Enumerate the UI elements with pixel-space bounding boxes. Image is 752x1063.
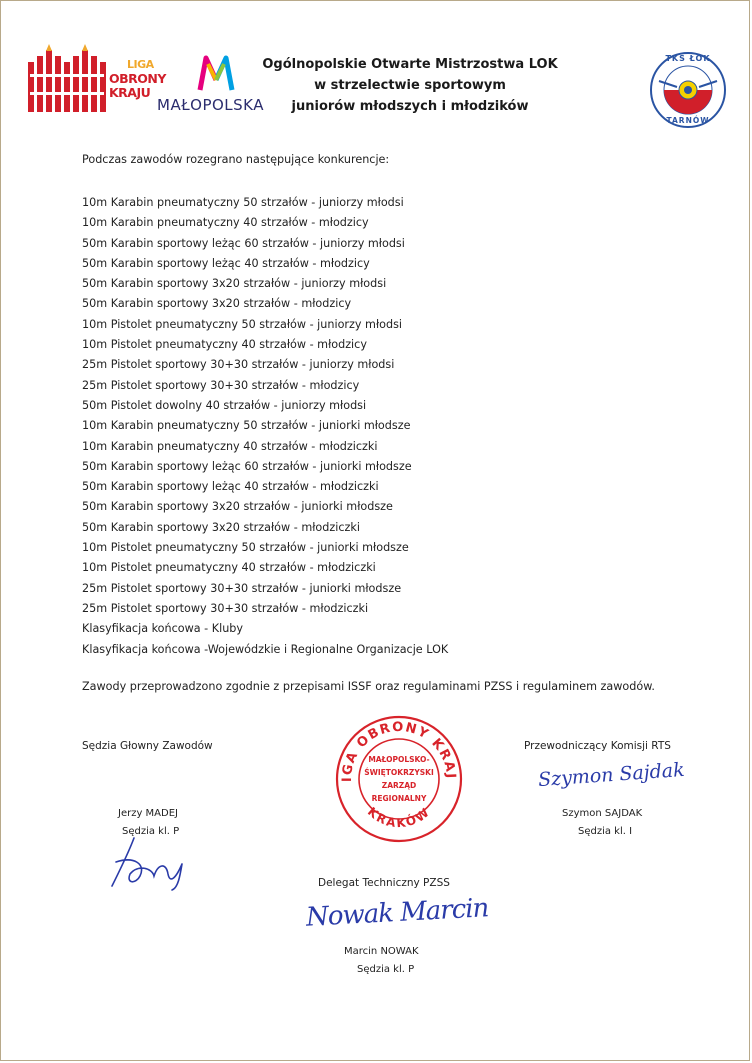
- document-title: [250, 54, 570, 117]
- delegate-role: Delegat Techniczny PZSS: [318, 877, 450, 889]
- list-item: 10m Pistolet pneumatyczny 40 strzałów - młodziczki: [82, 561, 376, 575]
- delegate-rank: Sędzia kl. P: [357, 964, 415, 975]
- list-item: 50m Karabin sportowy 3x20 strzałów - juniorzy młodsi: [82, 277, 387, 291]
- list-item: 50m Karabin sportowy leżąc 60 strzałów - juniorki młodsze: [82, 459, 412, 473]
- tks-lok-tarnow-emblem: [649, 51, 727, 129]
- chief-judge-role: Sędzia Głowny Zawodów: [82, 740, 213, 752]
- list-item: 10m Pistolet pneumatyczny 40 strzałów - młodzicy: [82, 338, 367, 352]
- lok-logo-line-2: OBRONY: [109, 71, 166, 86]
- liga-obrony-kraju-logo: [26, 44, 108, 116]
- svg-text:KRAKÓW: [365, 804, 433, 830]
- list-item: 10m Karabin pneumatyczny 50 strzałów - juniorzy młodsi: [82, 196, 404, 209]
- stamp-inner-line-1: MAŁOPOLSKO-: [368, 755, 430, 764]
- stamp-outer-text: IGA OBRONY KRAJ: [339, 719, 459, 783]
- list-item: 10m Pistolet pneumatyczny 50 strzałów - juniorzy młodsi: [82, 317, 403, 331]
- lok-logo-text: [109, 58, 166, 100]
- malopolska-m-icon: [196, 54, 240, 94]
- rts-chair-role: Przewodniczący Komisji RTS: [524, 740, 671, 752]
- delegate-name: Marcin NOWAK: [344, 946, 419, 957]
- official-stamp: [335, 715, 463, 843]
- stamp-inner-line-4: REGIONALNY: [371, 794, 427, 803]
- list-item: Klasyfikacja końcowa - Kluby: [82, 622, 244, 636]
- title-line-2: w strzelectwie sportowym: [314, 78, 506, 93]
- lok-emblem-icon: [26, 44, 108, 116]
- rts-chair-name: Szymon SAJDAK: [562, 808, 643, 819]
- list-item: 50m Karabin sportowy leżąc 40 strzałów - młodzicy: [82, 256, 370, 270]
- list-item: 10m Pistolet pneumatyczny 50 strzałów - juniorki młodsze: [82, 541, 409, 555]
- tks-top-text: TKS ŁOK: [665, 54, 711, 63]
- title-line-1: Ogólnopolskie Otwarte Mistrzostwa LOK: [262, 57, 558, 72]
- list-item: 10m Karabin pneumatyczny 40 strzałów - młodziczki: [82, 439, 378, 453]
- stamp-inner-line-3: ZARZĄD: [381, 781, 417, 790]
- malopolska-logo-text: MAŁOPOLSKA: [157, 96, 265, 114]
- intro-text: Podczas zawodów rozegrano następujące konkurencje:: [82, 153, 390, 166]
- list-item: 50m Karabin sportowy 3x20 strzałów - młodziczki: [82, 520, 360, 534]
- list-item: 25m Pistolet sportowy 30+30 strzałów - juniorzy młodsi: [82, 358, 395, 372]
- competition-list: [82, 193, 448, 660]
- signature-madej-icon: [104, 834, 194, 892]
- regulations-note: Zawody przeprowadzono zgodnie z przepisami ISSF oraz regulaminami PZSS i regulaminem zawodów.: [82, 680, 655, 693]
- list-item: 50m Karabin sportowy 3x20 strzałów - juniorki młodsze: [82, 500, 393, 514]
- stamp-bottom-text: KRAKÓW: [364, 804, 434, 831]
- list-item: 50m Pistolet dowolny 40 strzałów - juniorzy młodsi: [82, 398, 367, 412]
- lok-logo-line-3: KRAJU: [109, 85, 151, 100]
- list-item: Klasyfikacja końcowa -Wojewódzkie i Regionalne Organizacje LOK: [82, 642, 449, 656]
- list-item: 50m Karabin sportowy 3x20 strzałów - młodzicy: [82, 297, 352, 311]
- rts-chair-rank: Sędzia kl. I: [578, 826, 633, 837]
- tks-bottom-text: TARNÓW: [666, 116, 710, 125]
- list-item: 25m Pistolet sportowy 30+30 strzałów - juniorki młodsze: [82, 581, 402, 595]
- list-item: 50m Karabin sportowy leżąc 60 strzałów - juniorzy młodsi: [82, 236, 405, 250]
- list-item: 10m Karabin pneumatyczny 50 strzałów - juniorki młodsze: [82, 419, 411, 433]
- list-item: 10m Karabin pneumatyczny 40 strzałów - młodzicy: [82, 216, 369, 230]
- chief-judge-signature: [104, 834, 194, 892]
- title-line-3: juniorów młodszych i młodzików: [291, 99, 529, 114]
- list-item: 25m Pistolet sportowy 30+30 strzałów - młodzicy: [82, 378, 360, 392]
- stamp-inner-line-2: ŚWIĘTOKRZYSKI: [364, 768, 434, 777]
- list-item: 50m Karabin sportowy leżąc 40 strzałów - młodziczki: [82, 480, 379, 494]
- malopolska-logo: [196, 54, 240, 94]
- rts-chair-signature: Szymon Sajdak: [537, 758, 686, 792]
- chief-judge-rank: Sędzia kl. P: [122, 826, 180, 837]
- lok-logo-line-1: LIGA: [127, 58, 154, 71]
- list-item: 25m Pistolet sportowy 30+30 strzałów - młodziczki: [82, 601, 369, 615]
- chief-judge-name: Jerzy MADEJ: [118, 808, 178, 819]
- stamp-inner-text: [359, 753, 439, 805]
- delegate-signature: Nowak Marcin: [305, 893, 490, 933]
